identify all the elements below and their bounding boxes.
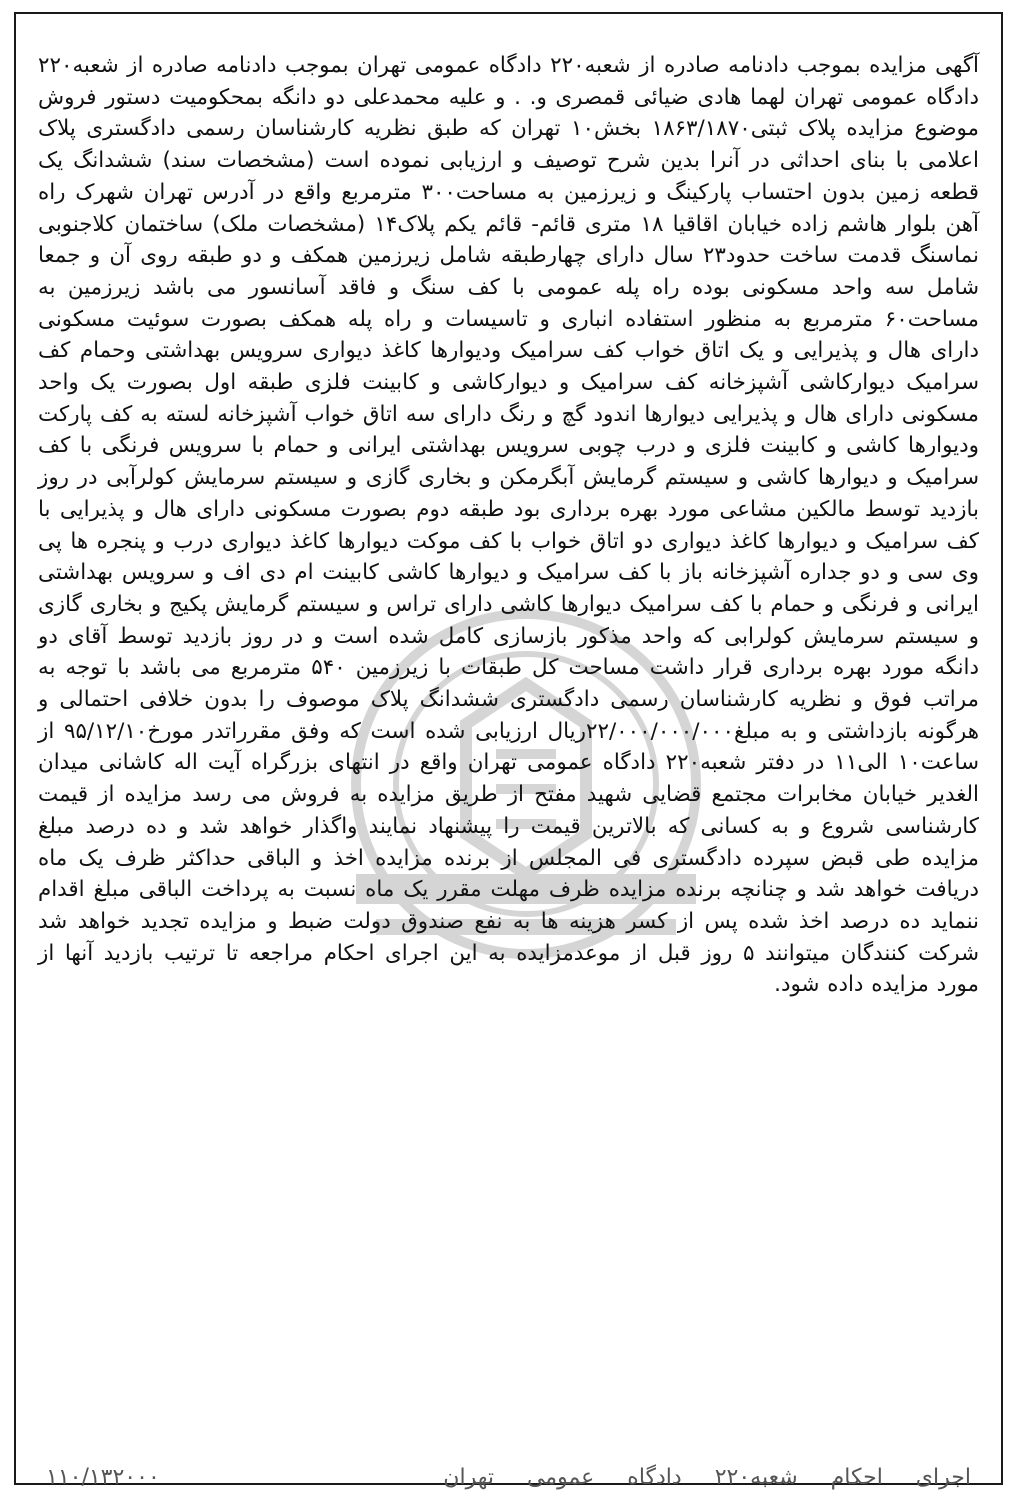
notice-footer: [46, 1460, 971, 1494]
notice-frame: [14, 12, 1003, 1490]
auction-notice-text: آگهی مزایده بموجب دادنامه صادره از شعبه۲۲۰ دادگاه عمومی تهران بموجب دادنامه صادره از شعبه۲۲۰ دادگاه عمومی تهران لهما هادی ضیائی قمصری و. . و علیه محمدعلی دو دانگه بمحکومیت دستور فروش موضوع مزایده پلاک ثبتی۱۸۶۳/۱۸۷۰ بخش۱۰ تهران که طبق نظریه کارشناسان رسمی دادگستری پلاک اعلامی با بنای احداثی در آنرا بدین شرح توصیف و ارزیابی نموده است (مشخصات سند) ششدانگ یک قطعه زمین بدون احتساب پارکینگ و زیرزمین به مساحت۳۰۰ مترمربع واقع در آدرس تهران شهرک راه آهن بلوار هاشم زاده خیابان اقاقیا ۱۸ متری قائم- قائم یکم پلاک۱۴ (مشخصات ملک) ساختمان کلاجنوبی نماسنگ قدمت ساخت حدود۲۳ سال دارای چهارطبقه شامل زیرزمین همکف و دو طبقه روی آن و جمعا شامل سه واحد مسکونی بوده راه پله عمومی با کف سنگ و فاقد آسانسور می باشد زیرزمین به مساحت۶۰ مترمربع به منظور استفاده انباری و تاسیسات و راه پله همکف بصورت سوئیت مسکونی دارای هال و پذیرایی و یک اتاق خواب کف سرامیک ودیوارها کاغذ دیواری سرویس بهداشتی وحمام کف سرامیک دیوارکاشی آشپزخانه کف سرامیک و دیوارکاشی و کابینت فلزی طبقه اول بصورت یک واحد مسکونی دارای هال و پذیرایی دیوارها اندود گچ و رنگ دارای سه اتاق خواب آشپزخانه لسته به کف پارکت ودیوارها کاشی و کابینت فلزی و درب چوبی سرویس بهداشتی ایرانی و حمام با سرویس فرنگی با کف سرامیک و دیوارها کاشی و سیستم گرمایش آبگرمکن و بخاری گازی و سیستم سرمایش کولرآبی در روز بازدید توسط مالکین مشاعی مورد بهره برداری بود طبقه دوم بصورت مسکونی دارای هال و پذیرایی با کف سرامیک و دیوارها کاغذ دیواری دو اتاق خواب با کف موکت دیوارها کاغذ دیواری درب و پنجره ها پی وی سی و دو جداره آشپزخانه باز با کف سرامیک و دیوارها کاشی کابینت ام دی اف و سرویس بهداشتی ایرانی و فرنگی و حمام با کف سرامیک دیوارها کاشی دارای تراس و سیستم گرمایش پکیج و بخاری گازی و سیستم سرمایش کولرابی که واحد مذکور بازسازی کامل شده است و در روز بازدید توسط آقای دو دانگه مورد بهره برداری قرار داشت مساحت کل طبقات با زیرزمین ۵۴۰ مترمربع می باشد با توجه به مراتب فوق و نظریه کارشناسان رسمی دادگستری ششدانگ پلاک موصوف را بدون خلافی احتمالی و هرگونه بازداشتی و به مبلغ۲۲/۰۰۰/۰۰۰/۰۰۰ریال ارزیابی شده است که وفق مقرراتدر مورخ۹۵/۱۲/۱۰ از ساعت۱۰ الی۱۱ در دفتر شعبه۲۲۰ دادگاه عمومی تهران واقع در انتهای بزرگراه آیت اله کاشانی میدان الغدیر خیابان مخابرات مجتمع قضایی شهید مفتح از طریق مزایده به فروش می رسد مزایده از قیمت کارشناسی شروع و به کسانی که بالاترین قیمت را پیشنهاد نمایند واگذار خواهد شد و ده درصد مبلغ مزایده طی قبض سپرده دادگستری فی المجلس از برنده مزایده اخذ و الباقی حداکثر ظرف یک ماه دریافت خواهد شد و چنانچه برنده مزایده ظرف مهلت مقرر یک ماه نسبت به پرداخت الباقی مبلغ اقدام ننماید ده درصد اخذ شده پس از کسر هزینه ها به نفع صندوق دولت ضبط و مزایده تجدید خواهد شد شرکت کنندگان میتوانند ۵ روز قبل از موعدمزایده به این اجرای احکام مراجعه تا ترتیب بازدید آنها از مورد مزایده داده شود.: [38, 53, 980, 998]
notice-number: ۱۱۰/۱۳۲۰۰۰: [46, 1464, 160, 1490]
issuer-label: اجرای احکام شعبه۲۲۰ دادگاه عمومی تهران: [443, 1464, 971, 1490]
